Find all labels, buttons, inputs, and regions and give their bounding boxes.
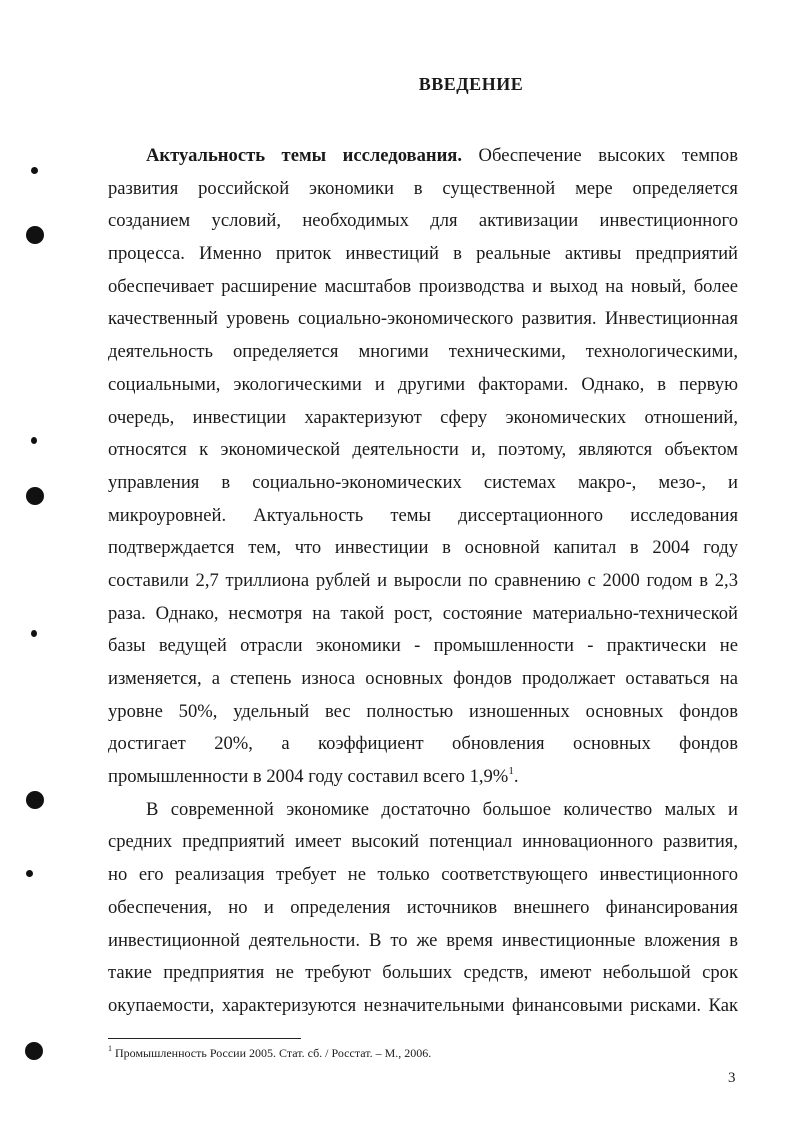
punch-hole-mark [26,226,44,244]
paragraph-1-line: деятельность определяется многими техническими, технологическими, [108,341,738,363]
paragraph-2-line: окупаемости, характеризуются незначительными финансовыми рисками. Как [108,994,738,1016]
paragraph-2-line: обеспечения, но и определения источников внешнего финансирования [108,896,738,918]
paragraph-1-line: обеспечивает расширение масштабов производства и выход на новый, более [108,275,738,297]
paragraph-1-line: уровне 50%, удельный вес полностью изношенных основных фондов [108,700,738,722]
footnote-marker: 1 [108,1044,112,1053]
paragraph-2-line: средних предприятий имеет высокий потенциал инновационного развития, [108,831,738,853]
footnote-reference[interactable]: 1 [508,764,514,777]
body-text [108,140,738,1023]
lead-heading: Актуальность темы исследования. [146,145,463,166]
punch-hole-mark [31,630,37,637]
footnote-divider [108,1038,301,1039]
paragraph-2-line: инвестиционной деятельности. В то же время инвестиционные вложения в [108,929,738,951]
paragraph-2-line: В современной экономике достаточно большое количество малых и [146,798,738,820]
punch-hole-mark [31,437,37,444]
punch-hole-mark [26,487,44,505]
footnote-text: Промышленность России 2005. Стат. сб. / Росстат. – М., 2006. [112,1046,432,1060]
page-title: ВВЕДЕНИЕ [418,74,524,94]
punch-hole-mark [26,791,44,809]
punch-hole-mark [25,1042,43,1060]
paragraph-1-line: качественный уровень социально-экономического развития. Инвестиционная [108,308,738,330]
paragraph-1-line: созданием условий, необходимых для активизации инвестиционного [108,210,738,232]
punch-hole-mark [26,870,33,877]
punch-hole-mark [31,167,38,174]
paragraph-1-line: раза. Однако, несмотря на такой рост, состояние материально-технической [108,602,738,624]
paragraph-1-line: микроуровней. Актуальность темы диссертационного исследования [108,504,738,526]
paragraph-1-line: изменяется, а степень износа основных фондов продолжает оставаться на [108,668,738,689]
paragraph-1-line: составили 2,7 триллиона рублей и выросли по сравнению с 2000 годом в 2,3 [108,569,738,591]
paragraph-1-line: социальными, экологическими и другими факторами. Однако, в первую [108,373,738,395]
paragraph-1-line: базы ведущей отрасли экономики - промышленности - практически не [108,635,738,657]
paragraph-1-line-text: Обеспечение высоких темпов [462,145,738,166]
footnote [108,1046,431,1061]
paragraph-1-line: подтверждается тем, что инвестиции в основной капитал в 2004 году [108,537,738,559]
paragraph-1-line: управления в социально-экономических системах макро-, мезо-, и [108,471,738,493]
paragraph-1-line: достигает 20%, а коэффициент обновления основных фондов [108,733,738,755]
paragraph-1-line: относятся к экономической деятельности и, поэтому, являются объектом [108,439,738,461]
paragraph-1-line: очередь, инвестиции характеризуют сферу экономических отношений, [108,406,738,428]
page-number: 3 [728,1070,736,1086]
paragraph-2-line: такие предприятия не требуют больших средств, имеют небольшой срок [108,962,738,984]
paragraph-2-line: но его реализация требует не только соответствующего инвестиционного [108,864,738,886]
paragraph-1-line: процесса. Именно приток инвестиций в реальные активы предприятий [108,243,738,265]
paragraph-1-line [108,140,738,173]
paragraph-1-line: развития российской экономики в существенной мере определяется [108,177,738,199]
paragraph-1-last-line-text: промышленности в 2004 году составил всего 1,9% [108,766,509,788]
paragraph-1-last-line: промышленности в 2004 году составил всего 1,9%$^1$. [108,764,519,788]
